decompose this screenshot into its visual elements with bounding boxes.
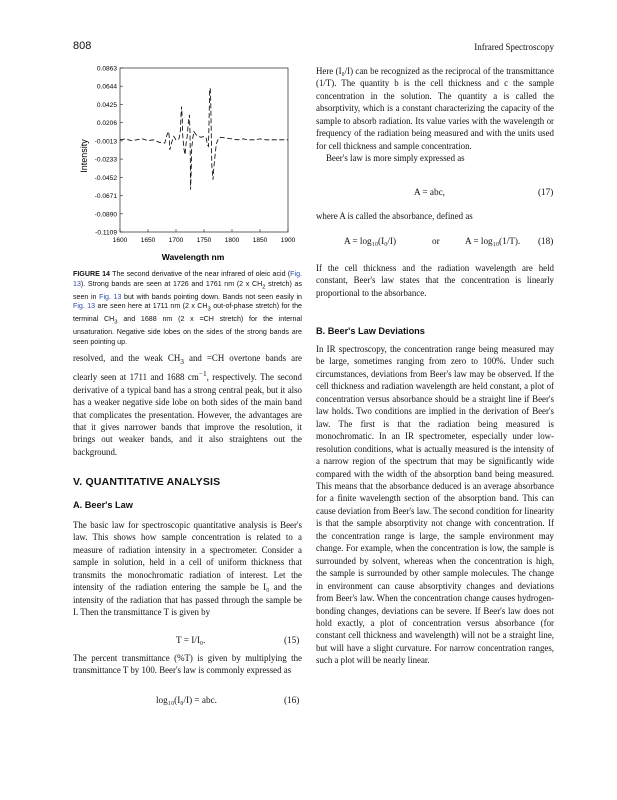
y-tick-label: 0.0206 [96, 120, 117, 128]
plot-frame [120, 68, 288, 232]
figure-14-chart [73, 62, 313, 267]
caption-subscript: 3 [114, 319, 118, 326]
x-tick-label: 1750 [196, 237, 212, 244]
x-axis-label: Wavelength nm [161, 252, 225, 262]
equation-18a: A = log₁₀(I₀/I) [344, 236, 397, 246]
caption-text: and 1688 nm (2 x =CH stretch) for the internal unsaturation. Negative side lobes on the sides of the strong bands are seen pointing up. [73, 315, 302, 346]
fig13-link[interactable]: Fig. 13 [73, 270, 302, 288]
caption-text: but with bands pointing down. Bands not seen easily in [121, 292, 303, 301]
page-number: 808 [73, 40, 92, 52]
fig13-link[interactable]: Fig. 13 [73, 302, 96, 311]
caption-text: stretch) as seen in [73, 279, 302, 301]
caption-label: FIGURE 14 [73, 270, 110, 278]
y-axis-label: Intensity [79, 139, 89, 173]
x-tick-labels [113, 229, 296, 244]
y-tick-label: -0.0671 [94, 193, 117, 201]
caption-subscript: 2 [262, 284, 266, 290]
y-tick-label: -0.0233 [94, 156, 117, 164]
x-tick-label: 1700 [168, 237, 184, 244]
x-tick-label: 1900 [280, 237, 296, 244]
left-paragraph-1: resolved, and the weak $CH_3$ and =CH overtone bands are clearly seen at 1711 and 1688 $cm^{-1}$, respectively. The second derivative of a typical band has a strong central peak, but it also has a weaker negative side lobe on both sides of the main band that complicates the presentation. However, the advantages are that it gives narrower bands that improve the resolution, it brings out weaker bands, and it also straightens out the background. [73, 353, 302, 457]
right-paragraph-1: Here (I₀/I) can be recognized as the reciprocal of the transmittance (1/T). The quantity b is the cell thickness and c the sample concentration in the solution. The quantity a is called the absorptivity, which is a constant characterizing the capacity of the sample to absorb radiation. Its value varies with the wavelength or frequency of the radiation being measured and with the units used for cell thickness and sample concentration. Beer's law is more simply expressed as [316, 66, 554, 164]
y-tick-label: 0.0644 [96, 83, 117, 91]
caption-text: The second derivative of the near infrared of oleic acid ( [109, 270, 291, 278]
equation-18b: A = log₁₀(1/T). [465, 236, 521, 246]
y-tick-label: -0.0013 [94, 138, 117, 146]
x-tick-label: 1600 [112, 237, 128, 244]
right-paragraph-3: where A is called the absorbance, defined as [316, 211, 473, 221]
caption-text: ). Strong bands are seen at 1726 and 1761 nm (2 x CH [80, 279, 263, 288]
right-paragraph-4: If the cell thickness and the radiation wavelength are held constant, Beer's law states that the concentration is linearly proportional to the absorbance. [316, 263, 554, 298]
y-tick-label: 0.0863 [96, 65, 117, 73]
subsection-heading-beers-law: A. Beer's Law [73, 500, 133, 510]
equation-18-or: or [432, 236, 440, 246]
left-paragraph-3: The percent transmittance (%T) is given by multiplying the transmittance T by 100. Beer's law is commonly expressed as [73, 653, 302, 676]
running-title: Infrared Spectroscopy [474, 42, 554, 52]
fig13-link[interactable]: Fig. 13 [99, 292, 122, 301]
equation-15: T = I/I₀. [176, 635, 206, 645]
caption-subscript: 3 [207, 306, 211, 313]
caption-text: are seen here at 1711 nm (2 x CH [95, 302, 208, 311]
equation-16: log₁₀(I₀/I) = abc. [156, 695, 217, 705]
equation-15-number: (15) [284, 635, 300, 645]
y-tick-labels [95, 66, 123, 237]
left-paragraph-2: The basic law for spectroscopic quantitative analysis is Beer's law. This shows how sample concentration is related to a measure of radiation intensity in a spectrometer. Consider a sample in solution, held in a cell of uniform thickness that transmits the monochromatic radiation of interest. Let the intensity of the radiation entering the sample be I₀ and the intensity of the radiation that has passed through the sample be I. Then the transmittance T is given by [73, 520, 302, 618]
section-heading: V. QUANTITATIVE ANALYSIS [73, 476, 221, 488]
equation-17: A = abc, [414, 187, 445, 197]
subsection-heading-deviations: B. Beer's Law Deviations [316, 326, 425, 336]
y-tick-label: -0.1109 [95, 229, 117, 237]
y-tick-label: -0.0452 [94, 174, 117, 182]
caption-text: out-of-phase stretch) for the terminal CH [73, 302, 303, 324]
x-tick-label: 1850 [252, 237, 268, 244]
equation-18-number: (18) [538, 236, 554, 246]
x-tick-label: 1800 [224, 237, 240, 244]
y-tick-label: 0.0425 [96, 101, 117, 109]
equation-16-number: (16) [284, 695, 300, 705]
right-paragraph-5: In IR spectroscopy, the concentration range being measured may be large, sometimes ranging from zero to 100%. Under such circumstances, deviations from Beer's law may be observed. If the cell thickness and radiation wavelength are held constant, a plot of concentration versus absorbance should be a straight line if Beer's law holds. Two conditions are implied in the derivation of Beer's law. The first is that the radiation being measured is monochromatic. In an IR spectrometer, especially under low-resolution conditions, what is actually measured is the intensity of a narrow region of the spectrum that may be significantly wide compared with the width of the absorption band being measured. This means that the absorbance deduced is an average absorbance for a finite wavelength section of the absorption band. This can cause deviation from Beer's law. The second condition for linearity is that the sample absorptivity not change with concentration. If the concentration range is large, the sample environment may change. For example, when the concentration is low, the sample is surrounded by solvent, whereas when the concentration is high, the sample is surrounded by other sample molecules. The change in environment can cause absorptivity changes and deviations from Beer's law. When the concentration change causes hydrogen-bonding changes, deviations can be severe. If Beer's law does not hold exactly, a plot of concentration versus absorbance (for constant cell thickness and wavelength) will not be a straight line, but will have a slight curvature. For narrow concentration ranges, such a plot will be nearly linear. [316, 344, 554, 666]
figure-caption [73, 270, 302, 347]
y-tick-label: -0.0890 [94, 211, 117, 219]
series-line [120, 88, 288, 190]
equation-17-number: (17) [538, 187, 554, 197]
x-tick-label: 1650 [140, 237, 156, 244]
